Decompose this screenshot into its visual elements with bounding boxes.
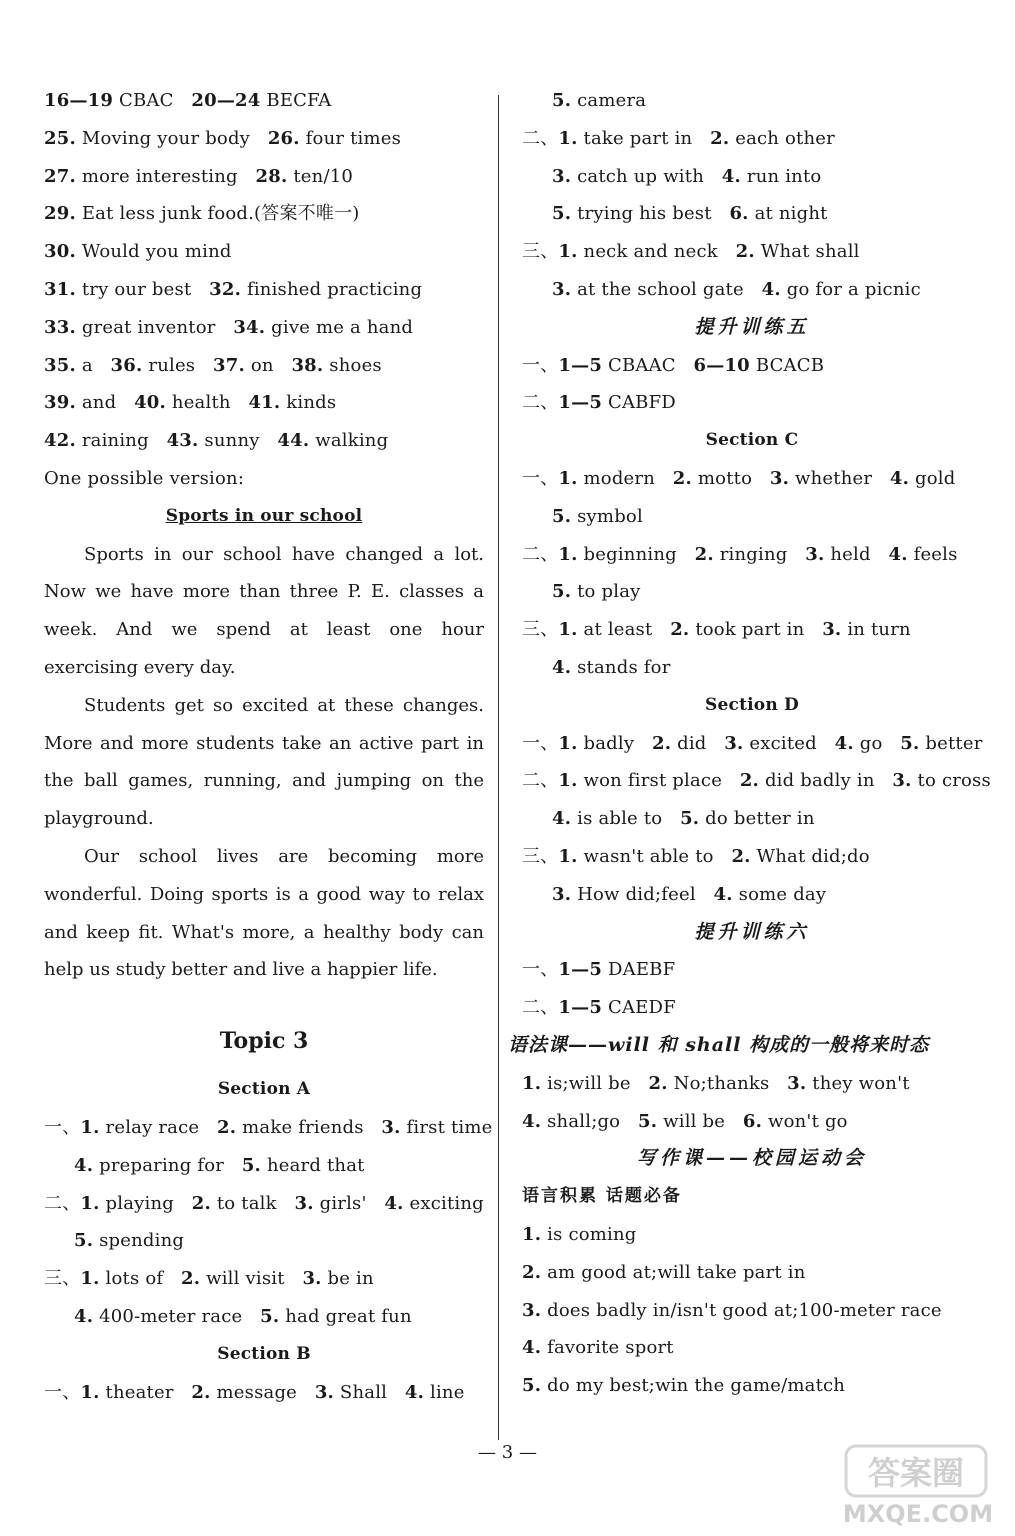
answer-text: won first place bbox=[577, 770, 740, 792]
answer-line bbox=[522, 347, 982, 385]
answer-number: 5. bbox=[260, 1305, 280, 1327]
answer-number: 4. bbox=[522, 1110, 542, 1132]
answer-number: 28. bbox=[255, 165, 288, 187]
answer-number: 33. bbox=[44, 316, 76, 338]
answer-line bbox=[44, 82, 484, 120]
part-marker: 一、 bbox=[522, 467, 559, 489]
answer-number: 43. bbox=[166, 430, 199, 452]
answer-line bbox=[44, 158, 484, 196]
answer-line bbox=[44, 1298, 484, 1336]
answer-text: catch up with bbox=[571, 165, 722, 187]
answer-number: 35. bbox=[44, 354, 76, 376]
answer-line bbox=[522, 1367, 982, 1405]
answer-number: 3. bbox=[552, 883, 572, 905]
answer-number: 38. bbox=[291, 354, 324, 376]
answer-text: sunny bbox=[198, 430, 278, 452]
answer-number: 5. bbox=[74, 1230, 94, 1252]
answer-number: 20—24 bbox=[191, 90, 261, 111]
section-c-title: Section C bbox=[705, 430, 799, 451]
answer-text: CABFD bbox=[602, 392, 676, 414]
answer-line bbox=[522, 762, 991, 800]
answer-number: 31. bbox=[44, 278, 76, 300]
answer-number: 40. bbox=[134, 392, 166, 414]
answer-text: give me a hand bbox=[265, 316, 414, 338]
answer-number: 2. bbox=[731, 845, 751, 867]
essay-paragraph-1: Sports in our school have changed a lot. Now we have more than three P. E. classes a week. And we spend at least one hour exercising every day. bbox=[44, 543, 484, 678]
answer-text: took part in bbox=[689, 619, 823, 641]
answer-text: held bbox=[824, 543, 889, 565]
training-6-title: 提升训练六 bbox=[694, 920, 810, 943]
answer-text: lots of bbox=[99, 1268, 181, 1290]
answer-text: they won't bbox=[806, 1072, 910, 1094]
answer-text: each other bbox=[729, 127, 835, 149]
answer-number: 2. bbox=[191, 1192, 211, 1214]
section-a-answers bbox=[44, 1109, 493, 1336]
answer-text: is able to bbox=[571, 808, 681, 830]
answer-number: 6. bbox=[742, 1110, 763, 1132]
answer-text: better bbox=[919, 732, 983, 754]
part-marker: 三、 bbox=[44, 1268, 81, 1290]
answer-text: be in bbox=[321, 1268, 374, 1290]
answer-line bbox=[44, 384, 484, 422]
training-6-answers bbox=[522, 951, 982, 1027]
answer-number: 1. bbox=[558, 543, 578, 565]
answer-text: neck and neck bbox=[577, 241, 736, 263]
answer-line bbox=[44, 271, 484, 309]
answer-number: 42. bbox=[44, 430, 76, 452]
answer-text: more interesting bbox=[75, 165, 256, 187]
answer-number: 6—10 bbox=[693, 354, 750, 376]
answer-number: 1. bbox=[80, 1192, 100, 1214]
answer-number: 27. bbox=[44, 165, 76, 187]
answer-line bbox=[44, 1147, 484, 1185]
answer-text: badly bbox=[577, 732, 652, 754]
answer-text: CBAAC bbox=[602, 354, 694, 376]
part-marker: 一、 bbox=[522, 732, 559, 754]
answer-number: 3. bbox=[787, 1072, 807, 1094]
section-b-continued bbox=[522, 82, 982, 309]
answer-number: 4. bbox=[74, 1154, 94, 1176]
answer-text: run into bbox=[740, 165, 822, 187]
answer-text: Shall bbox=[334, 1381, 405, 1403]
answer-line bbox=[44, 309, 484, 347]
answer-number: 1—5 bbox=[558, 392, 603, 414]
answer-number: 2. bbox=[710, 127, 730, 149]
answer-number: 2. bbox=[180, 1268, 201, 1290]
answer-number: 1. bbox=[80, 1116, 100, 1138]
part-marker: 一、 bbox=[522, 354, 559, 376]
answer-number: 4. bbox=[74, 1305, 94, 1327]
answer-number: 2. bbox=[739, 770, 760, 792]
answer-number: 41. bbox=[248, 392, 281, 414]
answer-line bbox=[522, 989, 982, 1027]
answer-number: 5. bbox=[900, 732, 920, 754]
answer-number: 1. bbox=[558, 619, 578, 641]
answer-text: health bbox=[165, 392, 249, 414]
answer-number: 2. bbox=[672, 467, 692, 489]
answer-text: ringing bbox=[713, 543, 806, 565]
answer-text: playing bbox=[99, 1192, 192, 1214]
right-column bbox=[508, 82, 991, 1405]
answer-number: 2. bbox=[694, 543, 714, 565]
answer-text: What did;do bbox=[750, 845, 870, 867]
answer-line bbox=[522, 1216, 982, 1254]
answer-number: 39. bbox=[44, 392, 76, 414]
section-b-title: Section B bbox=[217, 1343, 311, 1364]
answer-number: 4. bbox=[834, 732, 854, 754]
page-number: — 3 — bbox=[478, 1442, 537, 1463]
grammar-title: 语法课——will 和 shall 构成的一般将来时态 bbox=[508, 1033, 930, 1056]
answer-number: 3. bbox=[892, 770, 912, 792]
answer-number: 2. bbox=[217, 1116, 237, 1138]
answer-number: 1. bbox=[522, 1223, 542, 1245]
answer-number: 29. bbox=[44, 203, 76, 225]
answer-list-top bbox=[44, 82, 484, 460]
answer-number: 5. bbox=[552, 505, 572, 527]
answer-text: girls' bbox=[313, 1192, 385, 1214]
answer-line bbox=[44, 1260, 484, 1298]
answer-number: 4. bbox=[522, 1337, 542, 1359]
answer-text: does badly in/isn't good at;100-meter race bbox=[541, 1299, 942, 1321]
answer-line bbox=[522, 82, 982, 120]
section-d-answers bbox=[522, 725, 991, 914]
answer-text: to cross bbox=[911, 770, 991, 792]
answer-line bbox=[44, 1109, 493, 1147]
answer-number: 3. bbox=[522, 1299, 542, 1321]
answer-text: BECFA bbox=[260, 90, 332, 111]
answer-line bbox=[522, 649, 982, 687]
part-marker: 二、 bbox=[44, 1192, 81, 1214]
answer-number: 1—5 bbox=[558, 354, 603, 376]
answer-text: Moving your body bbox=[75, 127, 268, 149]
section-d-title: Section D bbox=[705, 694, 799, 715]
answer-line bbox=[522, 271, 982, 309]
answer-line bbox=[522, 1103, 982, 1141]
answer-text: first time bbox=[400, 1116, 493, 1138]
answer-line bbox=[522, 1329, 982, 1367]
answer-text: CAEDF bbox=[602, 997, 676, 1019]
answer-text: at night bbox=[748, 203, 828, 225]
answer-text: is coming bbox=[541, 1223, 637, 1245]
answer-text: in turn bbox=[841, 619, 911, 641]
topic-title: Topic 3 bbox=[219, 1028, 309, 1055]
answer-text: go bbox=[853, 732, 901, 754]
answer-text: had great fun bbox=[279, 1305, 412, 1327]
answer-text: message bbox=[210, 1381, 315, 1403]
answer-number: 1. bbox=[558, 241, 578, 263]
answer-line bbox=[522, 233, 982, 271]
answer-text: do my best;win the game/match bbox=[541, 1375, 846, 1397]
writing-subtitle: 语言积累 话题必备 bbox=[522, 1186, 682, 1207]
answer-text: four times bbox=[299, 127, 402, 149]
answer-line bbox=[44, 1222, 484, 1260]
answer-text: BCACB bbox=[749, 354, 825, 376]
answer-text: gold bbox=[909, 467, 956, 489]
answer-number: 4. bbox=[721, 165, 741, 187]
part-marker: 三、 bbox=[522, 241, 559, 263]
answer-number: 1. bbox=[558, 127, 578, 149]
answer-number: 1. bbox=[558, 770, 578, 792]
answer-number: 4. bbox=[404, 1381, 425, 1403]
watermark-logo bbox=[828, 1442, 1008, 1532]
answer-text: modern bbox=[577, 467, 673, 489]
answer-number: 2. bbox=[652, 732, 672, 754]
essay-paragraph-3: Our school lives are becoming more wonderful. Doing sports is a good way to relax and keep fit. What's more, a healthy body can help us study better and live a happier life. bbox=[44, 845, 484, 981]
answer-line bbox=[44, 233, 484, 271]
answer-text: DAEBF bbox=[602, 959, 676, 981]
answer-line bbox=[522, 1254, 982, 1292]
answer-text: to play bbox=[571, 581, 641, 603]
answer-number: 3. bbox=[724, 732, 744, 754]
answer-number: 5. bbox=[241, 1154, 262, 1176]
answer-number: 1—5 bbox=[558, 959, 603, 981]
answer-text: at least bbox=[577, 619, 671, 641]
answer-text: favorite sport bbox=[541, 1337, 674, 1359]
writing-answers bbox=[522, 1216, 982, 1405]
answer-number: 4. bbox=[889, 467, 910, 489]
training-5-title: 提升训练五 bbox=[694, 315, 810, 338]
answer-text: at the school gate bbox=[571, 278, 762, 300]
answer-text: some day bbox=[732, 883, 827, 905]
answer-number: 4. bbox=[552, 656, 572, 678]
answer-text: ten/10 bbox=[287, 165, 354, 187]
answer-number: 4. bbox=[552, 808, 572, 830]
answer-text: Would you mind bbox=[75, 241, 232, 263]
part-marker: 二、 bbox=[522, 997, 559, 1019]
answer-number: 1—5 bbox=[558, 997, 603, 1019]
answer-number: 3. bbox=[552, 278, 572, 300]
part-marker: 二、 bbox=[522, 770, 559, 792]
answer-text: camera bbox=[571, 90, 647, 111]
answer-line bbox=[44, 195, 484, 233]
answer-number: 3. bbox=[314, 1381, 335, 1403]
answer-number: 5. bbox=[552, 581, 572, 603]
answer-number: 1. bbox=[80, 1268, 100, 1290]
answer-line bbox=[522, 1292, 982, 1330]
watermark-url: MXQE.COM bbox=[842, 1500, 994, 1528]
answer-text: walking bbox=[309, 430, 389, 452]
watermark-cn: 答案圈 bbox=[867, 1454, 965, 1492]
answer-number: 5. bbox=[552, 90, 572, 111]
answer-line bbox=[522, 384, 982, 422]
answer-line bbox=[522, 611, 982, 649]
section-b-answers bbox=[44, 1374, 484, 1412]
answer-line bbox=[522, 725, 982, 763]
answer-number: 44. bbox=[277, 430, 310, 452]
answer-number: 3. bbox=[552, 165, 572, 187]
answer-text: will be bbox=[657, 1110, 743, 1132]
writing-title: 写作课——校园运动会 bbox=[636, 1147, 867, 1170]
answer-text: is;will be bbox=[541, 1072, 649, 1094]
training-5-answers bbox=[522, 347, 982, 423]
answer-text: to talk bbox=[210, 1192, 295, 1214]
answer-text: try our best bbox=[75, 278, 210, 300]
answer-number: 36. bbox=[110, 354, 143, 376]
part-marker: 一、 bbox=[44, 1381, 81, 1403]
answer-text: make friends bbox=[236, 1116, 382, 1138]
answer-text: preparing for bbox=[93, 1154, 242, 1176]
answer-text: symbol bbox=[571, 505, 643, 527]
answer-text: excited bbox=[743, 732, 835, 754]
answer-line bbox=[522, 120, 982, 158]
answer-text: and bbox=[75, 392, 135, 414]
answer-text: What shall bbox=[754, 241, 860, 263]
answer-text: CBAC bbox=[113, 90, 192, 111]
answer-number: 5. bbox=[522, 1375, 542, 1397]
answer-text: stands for bbox=[571, 656, 671, 678]
answer-line bbox=[522, 1065, 982, 1103]
answer-number: 1. bbox=[80, 1381, 100, 1403]
answer-number: 3. bbox=[302, 1268, 322, 1290]
grammar-answers bbox=[522, 1065, 982, 1141]
answer-number: 5. bbox=[680, 808, 700, 830]
answer-number: 1. bbox=[522, 1072, 542, 1094]
answer-text: did bbox=[671, 732, 725, 754]
answer-number: 3. bbox=[805, 543, 825, 565]
part-marker: 一、 bbox=[44, 1116, 81, 1138]
answer-number: 4. bbox=[888, 543, 908, 565]
answer-number: 2. bbox=[648, 1072, 668, 1094]
answer-number: 1. bbox=[558, 845, 578, 867]
section-c-answers bbox=[522, 460, 982, 687]
answer-text: a bbox=[75, 354, 111, 376]
essay-title: Sports in our school bbox=[165, 505, 363, 526]
answer-text: shall;go bbox=[541, 1110, 638, 1132]
answer-number: 1. bbox=[558, 732, 578, 754]
answer-text: wasn't able to bbox=[577, 845, 732, 867]
answer-number: 26. bbox=[267, 127, 300, 149]
answer-text: 400-meter race bbox=[93, 1305, 261, 1327]
answer-line bbox=[522, 573, 982, 611]
answer-number: 2. bbox=[735, 241, 755, 263]
answer-text: No;thanks bbox=[667, 1072, 788, 1094]
left-column bbox=[44, 82, 493, 1411]
answer-text: go for a picnic bbox=[780, 278, 921, 300]
answer-number: 3. bbox=[822, 619, 842, 641]
answer-line bbox=[522, 460, 982, 498]
answer-text: Eat less junk food.(答案不唯一) bbox=[75, 203, 360, 225]
answer-text: theater bbox=[99, 1381, 192, 1403]
answer-text: won't go bbox=[762, 1110, 848, 1132]
answer-text: shoes bbox=[323, 354, 382, 376]
answer-line bbox=[44, 347, 484, 385]
answer-number: 2. bbox=[191, 1381, 211, 1403]
answer-number: 30. bbox=[44, 241, 76, 263]
part-marker: 三、 bbox=[522, 619, 559, 641]
answer-text: exciting bbox=[403, 1192, 484, 1214]
answer-line bbox=[522, 876, 982, 914]
answer-text: on bbox=[244, 354, 292, 376]
answer-text: motto bbox=[691, 467, 770, 489]
answer-number: 1. bbox=[558, 467, 578, 489]
answer-line bbox=[522, 195, 982, 233]
answer-number: 32. bbox=[209, 278, 242, 300]
answer-text: rules bbox=[142, 354, 213, 376]
answer-text: heard that bbox=[261, 1154, 365, 1176]
answer-line bbox=[44, 1374, 484, 1412]
answer-text: finished practicing bbox=[241, 278, 423, 300]
answer-number: 3. bbox=[769, 467, 790, 489]
answer-text: did badly in bbox=[759, 770, 893, 792]
answer-number: 4. bbox=[384, 1192, 404, 1214]
answer-number: 6. bbox=[729, 203, 749, 225]
answer-line bbox=[522, 838, 982, 876]
part-marker: 二、 bbox=[522, 392, 559, 414]
answer-text: line bbox=[424, 1381, 465, 1403]
answer-number: 5. bbox=[638, 1110, 658, 1132]
answer-number: 3. bbox=[381, 1116, 401, 1138]
answer-number: 2. bbox=[670, 619, 690, 641]
answer-number: 3. bbox=[294, 1192, 314, 1214]
answer-text: take part in bbox=[577, 127, 711, 149]
answer-number: 34. bbox=[233, 316, 266, 338]
answer-number: 4. bbox=[713, 883, 733, 905]
answer-line bbox=[522, 800, 982, 838]
answer-line bbox=[522, 498, 982, 536]
answer-text: relay race bbox=[99, 1116, 218, 1138]
part-marker: 二、 bbox=[522, 127, 559, 149]
answer-number: 2. bbox=[522, 1261, 542, 1283]
answer-text: How did;feel bbox=[571, 883, 714, 905]
essay-paragraph-2: Students get so excited at these changes. More and more students take an active part in the ball games, running, and jumping on the playground. bbox=[44, 694, 484, 830]
answer-text: spending bbox=[93, 1230, 185, 1252]
answer-text: trying his best bbox=[571, 203, 730, 225]
answer-number: 16—19 bbox=[44, 90, 114, 111]
answer-line bbox=[522, 951, 982, 989]
version-label: One possible version: bbox=[44, 467, 245, 489]
answer-line bbox=[522, 158, 982, 196]
answer-number: 37. bbox=[213, 354, 245, 376]
part-marker: 二、 bbox=[522, 543, 559, 565]
answer-number: 5. bbox=[552, 203, 572, 225]
answer-text: kinds bbox=[280, 392, 337, 414]
answer-line bbox=[44, 1185, 484, 1223]
answer-text: am good at;will take part in bbox=[541, 1261, 806, 1283]
answer-text: raining bbox=[75, 430, 167, 452]
answer-line bbox=[522, 536, 982, 574]
part-marker: 一、 bbox=[522, 959, 559, 981]
answer-number: 4. bbox=[761, 278, 781, 300]
answer-text: feels bbox=[907, 543, 958, 565]
column-divider bbox=[498, 95, 499, 1440]
answer-text: great inventor bbox=[75, 316, 234, 338]
answer-line bbox=[44, 120, 484, 158]
answer-number: 25. bbox=[44, 127, 76, 149]
answer-text: will visit bbox=[200, 1268, 303, 1290]
answer-text: do better in bbox=[699, 808, 815, 830]
section-a-title: Section A bbox=[217, 1079, 311, 1100]
answer-text: beginning bbox=[577, 543, 695, 565]
part-marker: 三、 bbox=[522, 845, 559, 867]
answer-line bbox=[44, 422, 484, 460]
answer-text: whether bbox=[789, 467, 890, 489]
